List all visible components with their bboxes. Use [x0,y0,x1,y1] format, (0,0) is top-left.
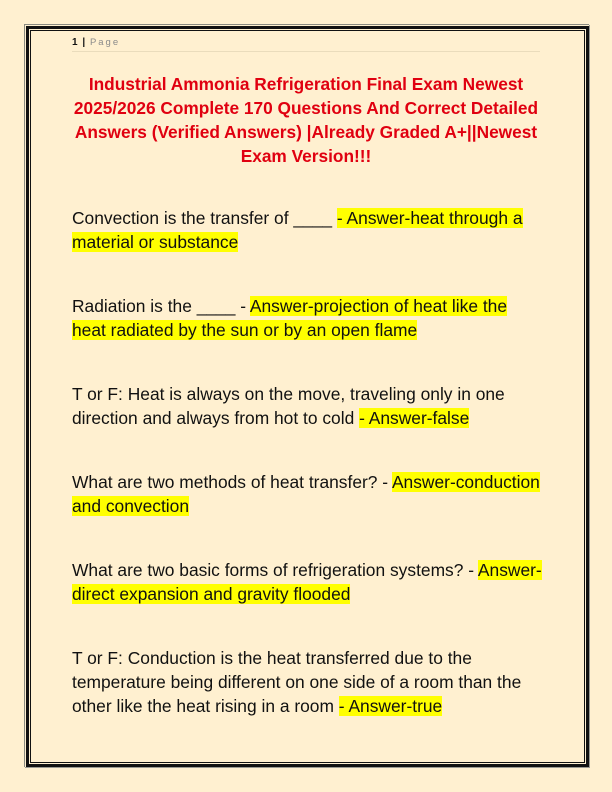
question-text: T or F: Heat is always on the move, traveling only in one direction and always from hot to cold [72,384,505,428]
answer-text: Answer-direct expansion and gravity flooded [72,560,542,604]
qa-item [72,558,544,606]
qa-item [72,382,544,430]
page-header [72,36,540,52]
answer-text: Answer-projection of heat like the heat radiated by the sun or by an open flame [72,296,508,340]
page-label: Page [89,37,121,48]
question-text: Convection is the transfer of ____ [72,208,337,228]
qa-item [72,470,544,518]
answer-text: - Answer-true [338,696,443,716]
page-header-separator: | [82,37,86,48]
document-title: Industrial Ammonia Refrigeration Final Exam Newest 2025/2026 Complete 170 Questions And Correct Detailed Answers (Verified Answers) |Already Graded A+||Newest Exam Version!!! [73,74,539,166]
qa-item [72,294,544,342]
answer-text: - Answer-false [359,408,470,428]
question-text: T or F: Conduction is the heat transferred due to the temperature being different on one side of a room than the other like the heat rising in a room [72,648,522,716]
page-number: 1 [72,37,78,48]
qa-list [72,206,544,758]
qa-item [72,206,544,254]
question-text: What are two basic forms of refrigeration systems? - [72,560,478,580]
qa-item [72,646,544,718]
answer-text: - Answer-heat through a material or substance [72,208,523,252]
question-text: Radiation is the ____ - [72,296,250,316]
answer-text: Answer-conduction and convection [72,472,540,516]
question-text: What are two methods of heat transfer? - [72,472,392,492]
